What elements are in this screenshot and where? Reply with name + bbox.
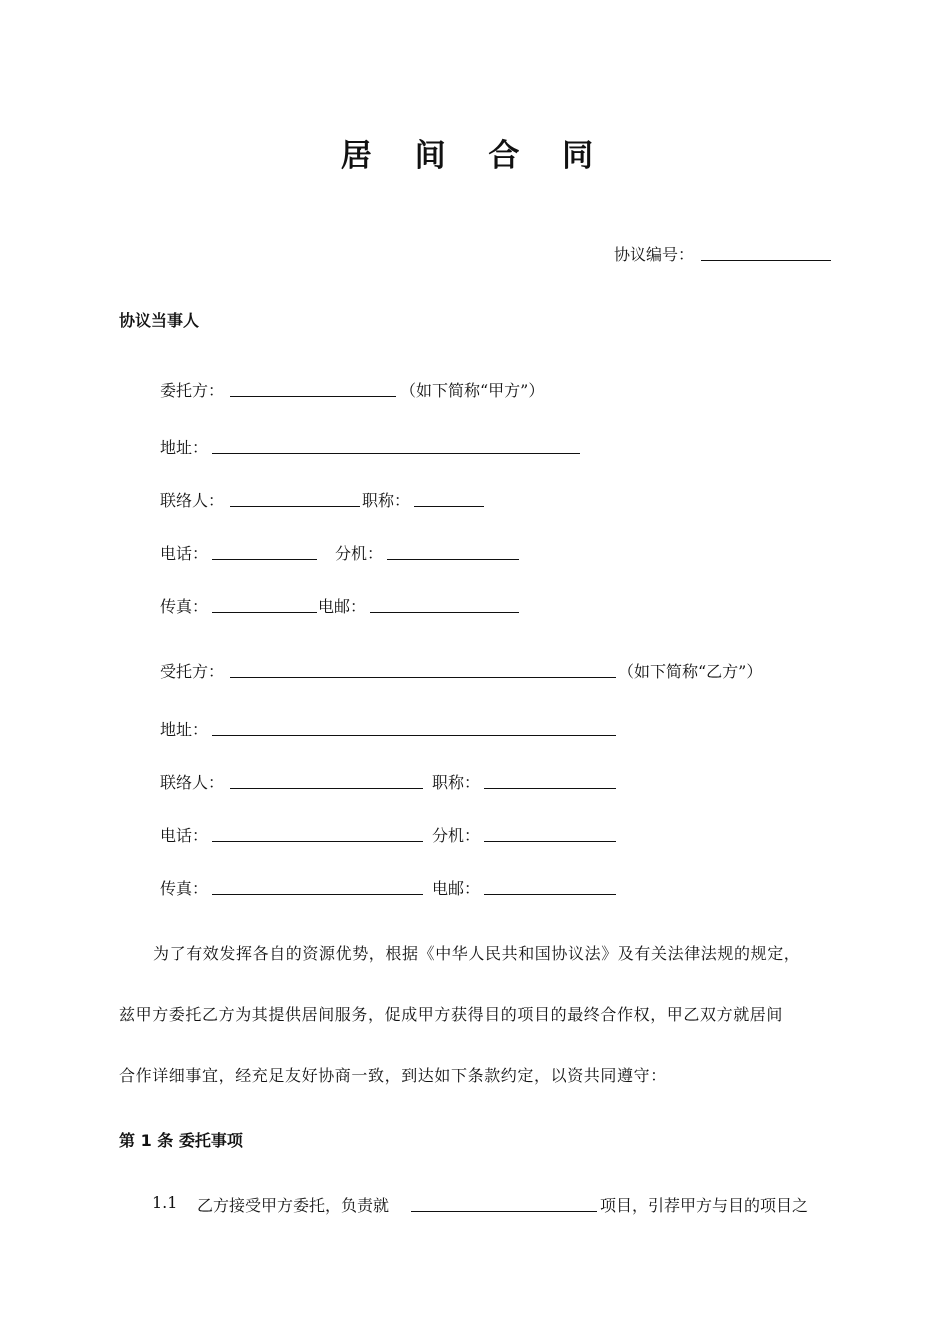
- party-b-contact-label: 联络人：: [160, 773, 225, 792]
- agent-field[interactable]: [230, 677, 616, 678]
- party-a-ext-field[interactable]: [387, 559, 519, 560]
- party-a-address-field[interactable]: [212, 453, 580, 454]
- party-b-address-field[interactable]: [212, 735, 616, 736]
- party-b-address-label: 地址：: [160, 720, 209, 739]
- project-name-field[interactable]: [411, 1211, 597, 1212]
- party-a-fax-field[interactable]: [212, 612, 317, 613]
- party-a-ext-label: 分机：: [335, 544, 384, 563]
- agreement-number-label: 协议编号：: [614, 245, 695, 264]
- parties-heading: 协议当事人: [119, 311, 200, 330]
- principal-note: （如下简称“甲方”）: [400, 381, 545, 400]
- party-a-fax-label: 传真：: [160, 597, 209, 616]
- party-b-contact-field[interactable]: [230, 788, 423, 789]
- party-b-ext-label: 分机：: [432, 826, 481, 845]
- clause-1-1-number: 1.1: [152, 1193, 178, 1212]
- party-a-email-field[interactable]: [370, 612, 519, 613]
- party-a-title-field[interactable]: [414, 506, 484, 507]
- party-a-phone-label: 电话：: [160, 544, 209, 563]
- party-b-title-field[interactable]: [484, 788, 616, 789]
- party-a-email-label: 电邮：: [318, 597, 367, 616]
- principal-field[interactable]: [230, 396, 396, 397]
- preamble-line-2: 兹甲方委托乙方为其提供居间服务，促成甲方获得目的项目的最终合作权，甲乙双方就居间: [119, 1005, 784, 1024]
- page-title: 居 间 合 同: [340, 138, 610, 174]
- party-b-phone-label: 电话：: [160, 826, 209, 845]
- party-b-title-label: 职称：: [432, 773, 481, 792]
- party-b-fax-label: 传真：: [160, 879, 209, 898]
- party-a-contact-label: 联络人：: [160, 491, 225, 510]
- party-b-email-label: 电邮：: [432, 879, 481, 898]
- agreement-number-field[interactable]: [701, 260, 831, 261]
- party-b-fax-field[interactable]: [212, 894, 423, 895]
- agent-label: 受托方：: [160, 662, 225, 681]
- preamble-line-3: 合作详细事宜，经充足友好协商一致，到达如下条款约定，以资共同遵守：: [119, 1066, 667, 1085]
- party-b-email-field[interactable]: [484, 894, 616, 895]
- agent-note: （如下简称“乙方”）: [618, 662, 763, 681]
- party-a-address-label: 地址：: [160, 438, 209, 457]
- party-a-contact-field[interactable]: [230, 506, 360, 507]
- clause-1-1-text-a: 乙方接受甲方委托，负责就: [197, 1196, 390, 1215]
- principal-label: 委托方：: [160, 381, 225, 400]
- party-a-title-label: 职称：: [362, 491, 411, 510]
- party-b-phone-field[interactable]: [212, 841, 423, 842]
- party-a-phone-field[interactable]: [212, 559, 317, 560]
- party-b-ext-field[interactable]: [484, 841, 616, 842]
- article-1-heading: 第 1 条 委托事项: [119, 1131, 243, 1150]
- clause-1-1-text-b: 项目，引荐甲方与目的项目之: [600, 1196, 809, 1215]
- preamble-line-1: 为了有效发挥各自的资源优势，根据《中华人民共和国协议法》及有关法律法规的规定，: [153, 944, 801, 963]
